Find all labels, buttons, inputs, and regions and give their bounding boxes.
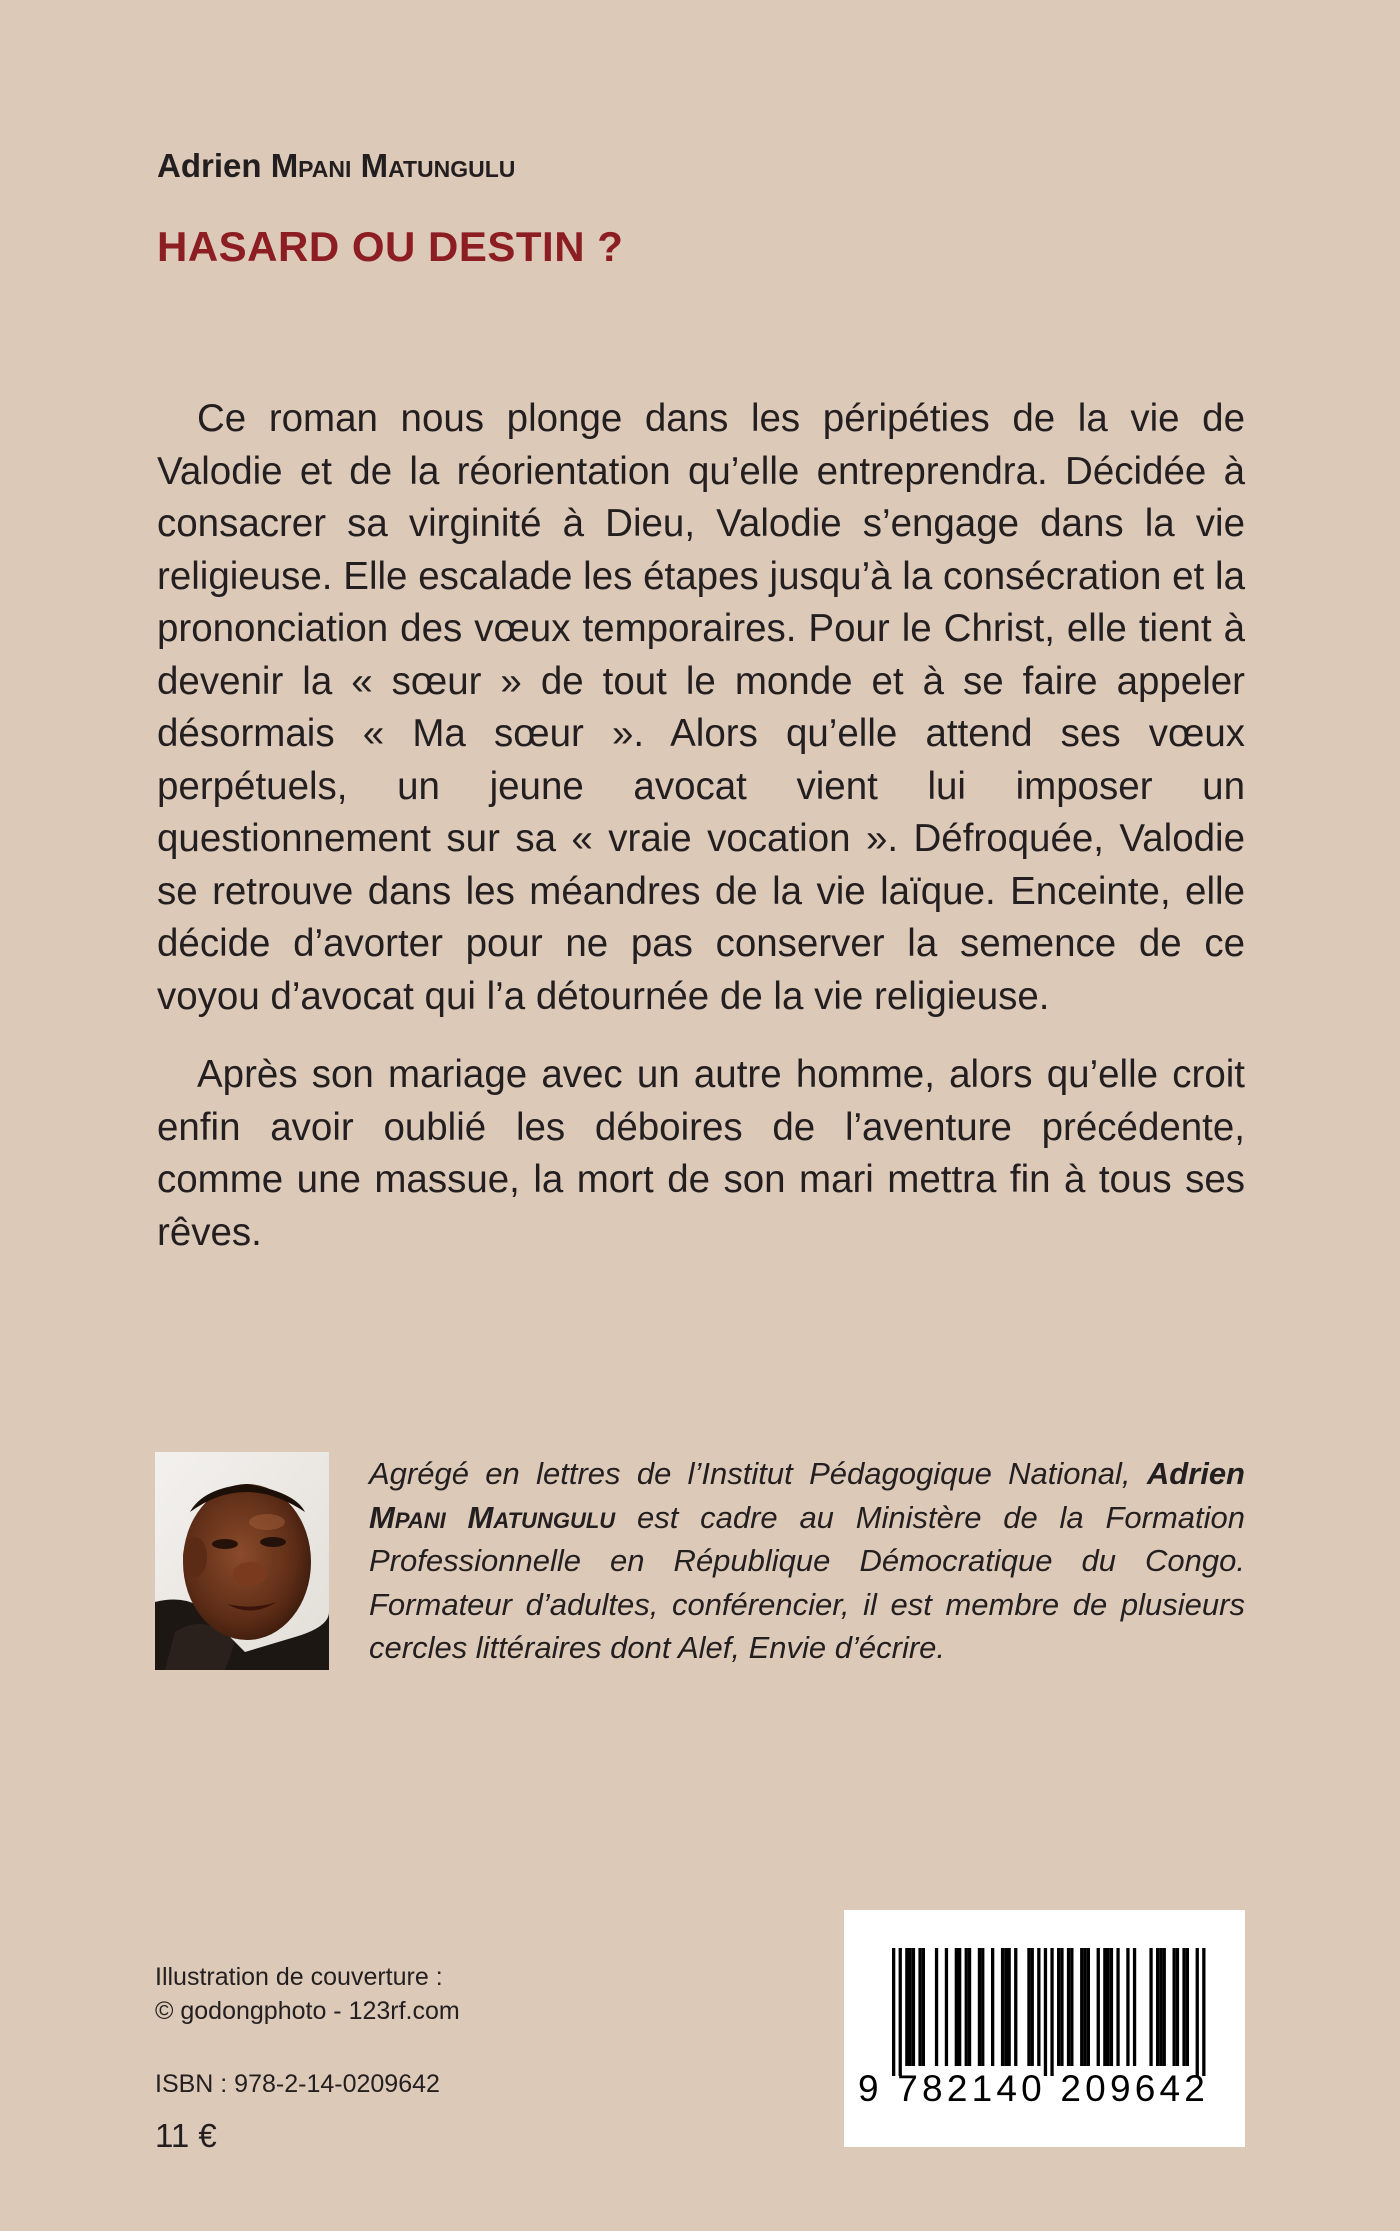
barcode-bar-14 [981, 1948, 984, 2066]
barcode-bar-4 [912, 1948, 915, 2066]
barcode-bar-30 [1083, 1948, 1086, 2066]
barcode-bar-41 [1159, 1948, 1162, 2066]
barcode-bar-47 [1196, 1948, 1199, 2076]
barcode-bar-29 [1080, 1948, 1083, 2066]
barcode-bar-31 [1087, 1948, 1090, 2066]
barcode-bar-18 [1008, 1948, 1011, 2066]
credit-line-2: © godongphoto - 123rf.com [155, 1997, 460, 2025]
barcode-bar-7 [935, 1948, 938, 2066]
summary-paragraph-1: Ce roman nous plonge dans les péripéties de la vie de Valodie et de la réorientation qu’elle entreprendra. Décidée à consacrer sa virginité à Dieu, Valodie s’engage dans la vie religieuse. Elle escalade les étapes jusqu’à la consécration et la prononciation des vœux temporaires. Pour le Christ, elle tient à devenir la « sœur » de tout le monde et à se faire appeler désormais « Ma sœur ». Alors qu’elle attend ses vœux perpétuels, un jeune avocat vient lui imposer un questionnement sur sa « vraie vocation ». Défroquée, Valodie se retrouve dans les méandres de la vie laïque. Enceinte, elle décide d’avorter pour ne pas conserver la semence de ce voyou d’avocat qui l’a détournée de la vie religieuse. [157, 397, 1245, 1018]
barcode-bar-6 [922, 1948, 925, 2066]
barcode-bar-19 [1014, 1948, 1017, 2066]
barcode-bar-28 [1070, 1948, 1073, 2066]
barcode-bar-48 [1202, 1948, 1205, 2076]
isbn: ISBN : 978-2-14-0209642 [155, 2070, 440, 2098]
barcode-bar-34 [1107, 1948, 1110, 2066]
barcode-bar-27 [1067, 1948, 1070, 2066]
barcode-bar-11 [965, 1948, 968, 2066]
barcode-bar-8 [945, 1948, 948, 2066]
barcode-digits: 9 782140 209642 [858, 2068, 1210, 2109]
barcode-bar-1 [899, 1948, 902, 2076]
author-name [157, 148, 515, 184]
summary-paragraph-2: Après son mariage avec un autre homme, alors qu’elle croit enfin avoir oublié les déboires de l’aventure précédente, comme une massue, la mort de son mari mettra fin à tous ses rêves. [157, 1053, 1245, 1254]
barcode-bar-15 [991, 1948, 994, 2066]
barcode-bars [844, 1910, 1245, 2147]
barcode-bar-45 [1182, 1948, 1185, 2066]
bio-author-last-name: Mpani Matungulu [369, 1499, 616, 1535]
barcode-bar-43 [1173, 1948, 1176, 2066]
barcode-bar-12 [968, 1948, 971, 2066]
barcode-bar-2 [905, 1948, 908, 2066]
barcode-bar-20 [1027, 1948, 1030, 2066]
barcode-bar-16 [1001, 1948, 1004, 2066]
barcode-bar-35 [1110, 1948, 1113, 2066]
summary [157, 393, 1245, 1259]
author-photo [155, 1452, 329, 1670]
barcode-bar-24 [1050, 1948, 1053, 2076]
author-first-name: Adrien [157, 147, 271, 184]
barcode-bar-9 [955, 1948, 958, 2066]
author-last-name: Mpani Matungulu [270, 147, 516, 184]
bio-author-first-name: Adrien [1146, 1456, 1245, 1491]
barcode [844, 1910, 1245, 2147]
bio-text-after: est cadre au Ministère de la Formation Professionnelle en République Démocratique du Congo. Formateur d’adultes, conférencier, il est membre de plusieurs cercles littéraires dont Alef, Envie d’écrire. [369, 1499, 1245, 1665]
barcode-bar-44 [1176, 1948, 1179, 2066]
barcode-bar-25 [1057, 1948, 1060, 2066]
book-title: HASARD OU DESTIN ? [157, 223, 624, 270]
cover-credit [155, 1960, 460, 2028]
barcode-bar-21 [1031, 1948, 1034, 2066]
barcode-bar-22 [1037, 1948, 1040, 2066]
barcode-bar-26 [1060, 1948, 1063, 2066]
barcode-bar-32 [1097, 1948, 1100, 2066]
barcode-bar-39 [1149, 1948, 1152, 2066]
barcode-bar-5 [918, 1948, 921, 2066]
barcode-bar-3 [909, 1948, 912, 2066]
barcode-bar-10 [958, 1948, 961, 2066]
price: 11 € [155, 2117, 217, 2154]
bio-text-before: Agrégé en lettres de l’Institut Pédagogique National, [369, 1456, 1147, 1491]
barcode-bar-40 [1156, 1948, 1159, 2066]
barcode-bar-46 [1186, 1948, 1189, 2066]
barcode-bar-42 [1163, 1948, 1166, 2066]
credit-line-1: Illustration de couverture : [155, 1963, 443, 1991]
barcode-bar-33 [1103, 1948, 1106, 2066]
barcode-bar-17 [1004, 1948, 1007, 2066]
barcode-bar-13 [978, 1948, 981, 2066]
barcode-bar-23 [1044, 1948, 1047, 2076]
author-bio [369, 1452, 1245, 1670]
barcode-bar-0 [892, 1948, 895, 2076]
barcode-bar-36 [1116, 1948, 1119, 2066]
barcode-bar-38 [1133, 1948, 1136, 2066]
barcode-bar-37 [1126, 1948, 1129, 2066]
author-bio-text [369, 1452, 1245, 1670]
